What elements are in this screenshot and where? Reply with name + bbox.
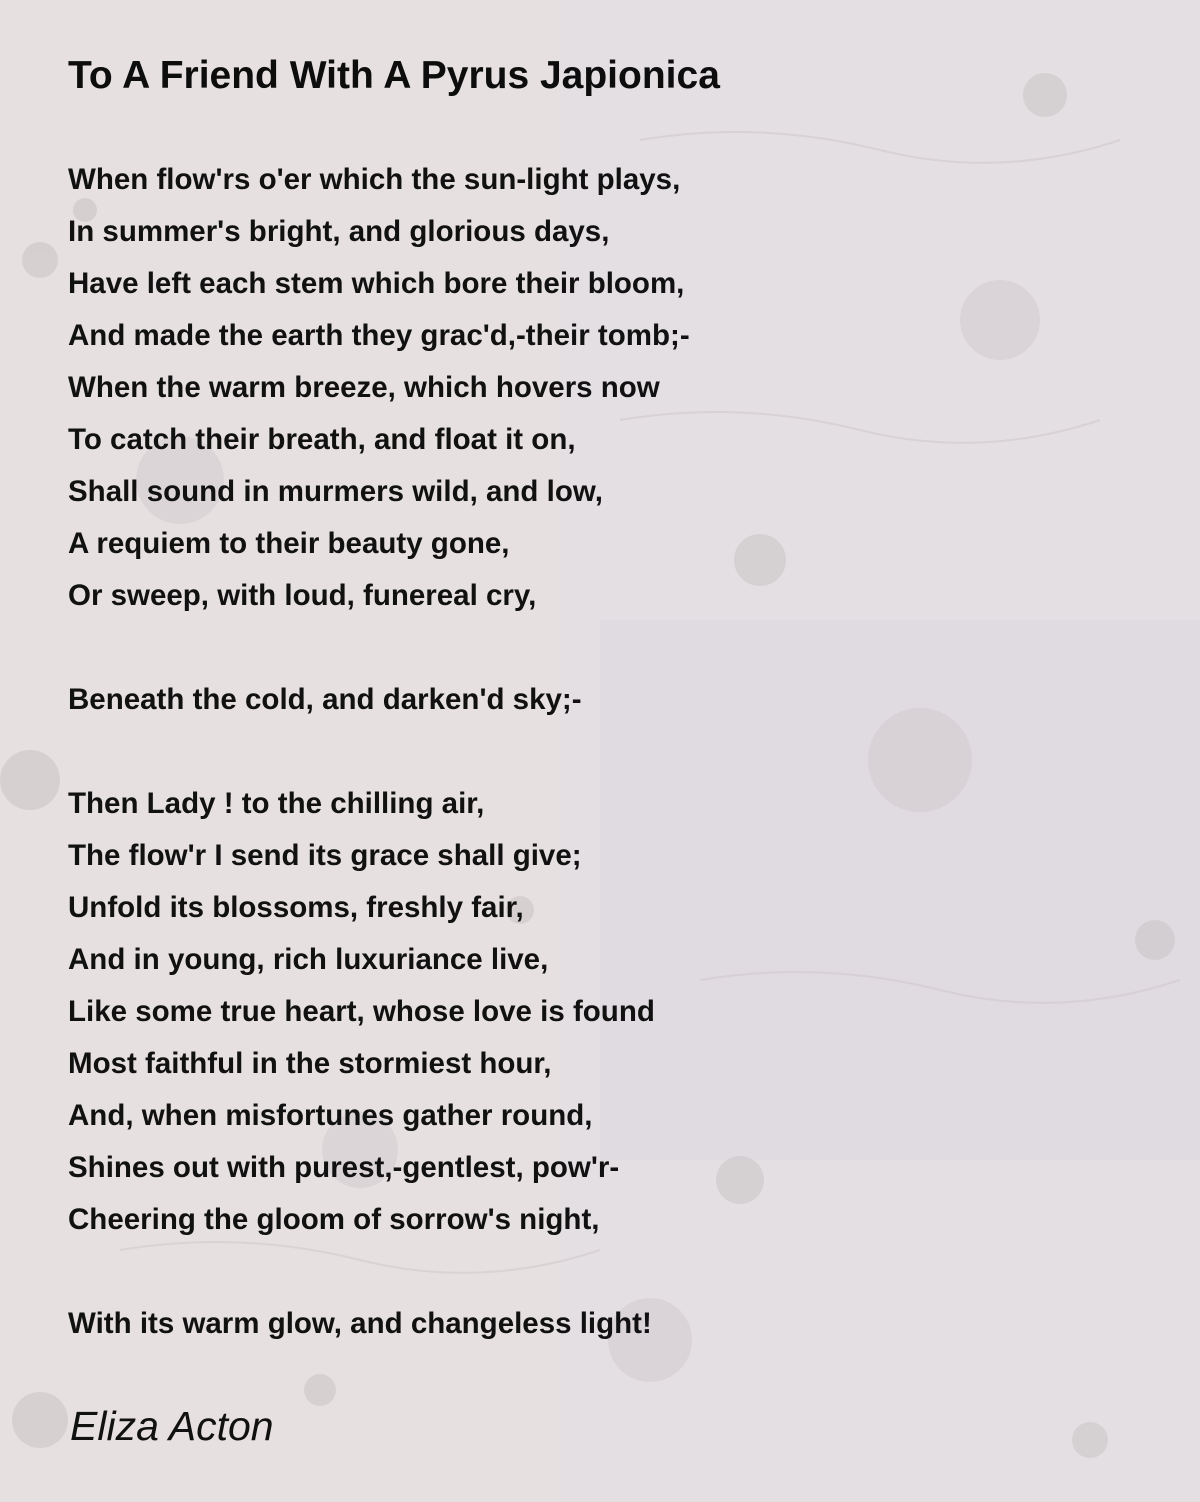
poem-line: Have left each stem which bore their bloom,	[68, 267, 685, 300]
stanza-break	[68, 726, 690, 778]
poem-line: Shall sound in murmers wild, and low,	[68, 475, 603, 508]
poem-line: Shines out with purest,-gentlest, pow'r-	[68, 1151, 620, 1184]
poem-line: And made the earth they grac'd,-their tomb;-	[68, 319, 690, 352]
poem-line: When flow'rs o'er which the sun-light plays,	[68, 163, 681, 196]
poem-body	[68, 154, 690, 1350]
poem-title: To A Friend With A Pyrus Japionica	[68, 54, 720, 97]
poem-line: Or sweep, with loud, funereal cry,	[68, 579, 537, 612]
poem-line: A requiem to their beauty gone,	[68, 527, 510, 560]
poem-line: And, when misfortunes gather round,	[68, 1099, 593, 1132]
poem-line: Then Lady ! to the chilling air,	[68, 787, 485, 820]
stanza-break	[68, 1246, 690, 1298]
poem-line: Unfold its blossoms, freshly fair,	[68, 891, 524, 924]
poem-line: To catch their breath, and float it on,	[68, 423, 576, 456]
poem-line: When the warm breeze, which hovers now	[68, 371, 660, 404]
poem-line: Cheering the gloom of sorrow's night,	[68, 1203, 600, 1236]
author-name: Eliza Acton	[70, 1403, 274, 1449]
poem-line: And in young, rich luxuriance live,	[68, 943, 549, 976]
poem-line: Like some true heart, whose love is found	[68, 995, 655, 1028]
poem-line: The flow'r I send its grace shall give;	[68, 839, 582, 872]
poem-line: In summer's bright, and glorious days,	[68, 215, 610, 248]
poem-line: Most faithful in the stormiest hour,	[68, 1047, 552, 1080]
poem-line: Beneath the cold, and darken'd sky;-	[68, 683, 582, 716]
poem-line: With its warm glow, and changeless light!	[68, 1307, 652, 1340]
stanza-break	[68, 622, 690, 674]
